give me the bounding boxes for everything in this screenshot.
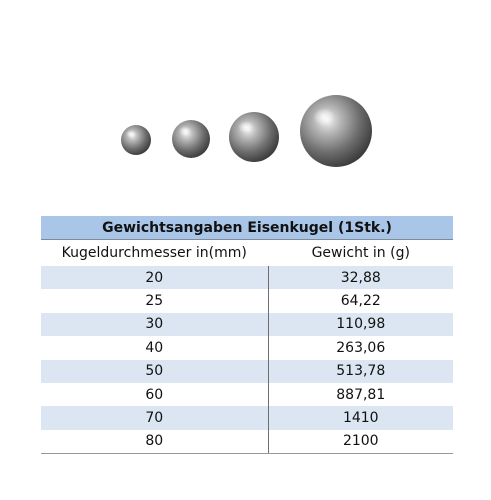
column-header-diameter: Kugeldurchmesser in(mm) [41, 240, 268, 267]
table-row [41, 313, 453, 336]
diameter-cell: 50 [41, 360, 268, 383]
table-row [41, 430, 453, 454]
diameter-cell: 70 [41, 406, 268, 429]
table-row [41, 336, 453, 359]
diameter-cell: 30 [41, 313, 268, 336]
diameter-cell: 80 [41, 430, 268, 454]
sphere-25mm [172, 120, 210, 158]
diameter-cell: 25 [41, 289, 268, 312]
column-header-weight: Gewicht in (g) [268, 240, 453, 267]
table-header-row [41, 240, 453, 267]
table-row [41, 289, 453, 312]
iron-spheres-illustration [0, 0, 491, 200]
weight-cell: 263,06 [268, 336, 453, 359]
weight-table [41, 216, 453, 454]
table-title: Gewichtsangaben Eisenkugel (1Stk.) [41, 216, 453, 240]
weight-cell: 513,78 [268, 360, 453, 383]
table-title-row [41, 216, 453, 240]
table-row [41, 406, 453, 429]
weight-cell: 1410 [268, 406, 453, 429]
diameter-cell: 20 [41, 266, 268, 289]
weight-cell: 32,88 [268, 266, 453, 289]
table-row [41, 266, 453, 289]
table-row [41, 383, 453, 406]
weight-cell: 2100 [268, 430, 453, 454]
sphere-20mm [121, 125, 151, 155]
weight-cell: 64,22 [268, 289, 453, 312]
diameter-cell: 40 [41, 336, 268, 359]
weight-cell: 887,81 [268, 383, 453, 406]
sphere-40mm [300, 95, 372, 167]
diameter-cell: 60 [41, 383, 268, 406]
table-row [41, 360, 453, 383]
sphere-30mm [229, 112, 279, 162]
weight-cell: 110,98 [268, 313, 453, 336]
